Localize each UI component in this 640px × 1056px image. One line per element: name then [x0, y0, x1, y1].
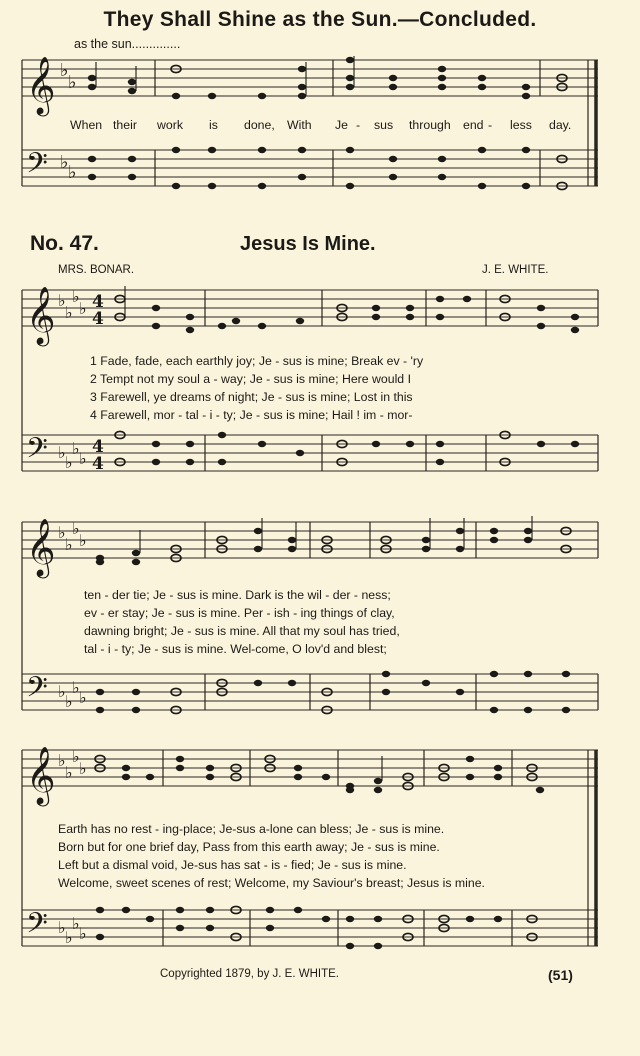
svg-text:♭: ♭: [79, 531, 87, 550]
svg-text:♭: ♭: [58, 682, 66, 701]
page-title: They Shall Shine as the Sun.—Concluded.: [103, 8, 537, 31]
system-1-verse-3: 3 Farewell, ye dreams of night; Je - sus is mine; Lost in this: [90, 390, 413, 404]
svg-text:4: 4: [92, 292, 104, 312]
svg-text:♭: ♭: [58, 443, 66, 462]
treble-clef-icon: 𝄞: [26, 56, 56, 114]
svg-text:♭: ♭: [65, 303, 73, 322]
svg-text:♭: ♭: [65, 763, 73, 782]
svg-text:♭: ♭: [79, 299, 87, 318]
system-3-verse-2: Born but for one brief day, Pass from this earth away; Je - sus is mine.: [58, 840, 440, 854]
svg-text:4: 4: [92, 437, 104, 457]
system-2-verse-1: ten - der tie; Je - sus is mine. Dark is the wil - der - ness;: [84, 588, 391, 602]
top-treble-staff: [22, 60, 598, 96]
copyright-notice: Copyrighted 1879, by J. E. WHITE.: [160, 968, 339, 980]
svg-text:♭: ♭: [79, 924, 87, 943]
svg-text:♭: ♭: [68, 162, 77, 183]
pickup-text: as the sun..............: [74, 37, 181, 51]
svg-text:𝄞: 𝄞: [26, 286, 56, 344]
svg-text:𝄞: 𝄞: [26, 518, 56, 576]
svg-text:♭: ♭: [58, 918, 66, 937]
top-lyric-line: When their work is done, With Je - sus through end - less day.: [70, 118, 572, 132]
system-3-verse-1: Earth has no rest - ing-place; Je-sus a-lone can bless; Je - sus is mine.: [58, 822, 445, 836]
system-1-verse-2: 2 Tempt not my soul a - way; Je - sus is mine; Here would I: [90, 372, 411, 386]
bass-clef-icon: 𝄢: [26, 147, 48, 187]
system-3-verse-3: Left but a dismal void, Je-sus has sat - is - fied; Je - sus is mine.: [58, 858, 407, 872]
svg-text:♭: ♭: [68, 72, 77, 93]
page-number: (51): [548, 967, 573, 983]
top-bass-staff: [22, 150, 598, 186]
svg-text:♭: ♭: [72, 439, 80, 458]
svg-text:4: 4: [92, 454, 104, 474]
lyricist-credit: MRS. BONAR.: [58, 264, 135, 276]
svg-text:♭: ♭: [79, 449, 87, 468]
system-3-verse-4: Welcome, sweet scenes of rest; Welcome, my Saviour's breast; Jesus is mine.: [58, 876, 485, 890]
system-1-verse-1: 1 Fade, fade, each earthly joy; Je - sus is mine; Break ev - 'ry: [90, 354, 424, 368]
system-3-score: [0, 740, 640, 970]
svg-text:♭: ♭: [79, 759, 87, 778]
svg-text:𝄞: 𝄞: [26, 746, 56, 804]
svg-text:♭: ♭: [65, 453, 73, 472]
svg-text:♭: ♭: [79, 688, 87, 707]
hymn-title: Jesus Is Mine.: [240, 233, 376, 255]
system-2-verse-3: dawning bright; Je - sus is mine. All that my soul has tried,: [84, 624, 400, 638]
svg-text:♭: ♭: [65, 928, 73, 947]
svg-text:♭: ♭: [72, 519, 80, 538]
svg-text:♭: ♭: [72, 747, 80, 766]
svg-text:♭: ♭: [58, 523, 66, 542]
system-1-verse-4: 4 Farewell, mor - tal - i - ty; Je - sus is mine; Hail ! im - mor-: [90, 408, 413, 422]
svg-text:♭: ♭: [58, 751, 66, 770]
composer-credit: J. E. WHITE.: [482, 264, 549, 276]
svg-text:♭: ♭: [60, 152, 69, 173]
svg-text:𝄢: 𝄢: [26, 907, 48, 947]
hymn-number: No. 47.: [30, 232, 99, 255]
svg-text:♭: ♭: [60, 60, 69, 81]
system-2-verse-2: ev - er stay; Je - sus is mine. Per - ish - ing things of clay,: [84, 606, 395, 620]
svg-text:𝄢: 𝄢: [26, 432, 48, 472]
svg-text:♭: ♭: [65, 692, 73, 711]
svg-text:♭: ♭: [65, 535, 73, 554]
svg-text:4: 4: [92, 309, 104, 329]
top-system-score: [0, 50, 640, 260]
svg-text:♭: ♭: [72, 914, 80, 933]
svg-text:♭: ♭: [58, 291, 66, 310]
svg-text:♭: ♭: [72, 287, 80, 306]
svg-text:♭: ♭: [72, 678, 80, 697]
system-2-verse-4: tal - i - ty; Je - sus is mine. Wel-come, O lov'd and blest;: [84, 642, 387, 656]
svg-text:𝄢: 𝄢: [26, 671, 48, 711]
